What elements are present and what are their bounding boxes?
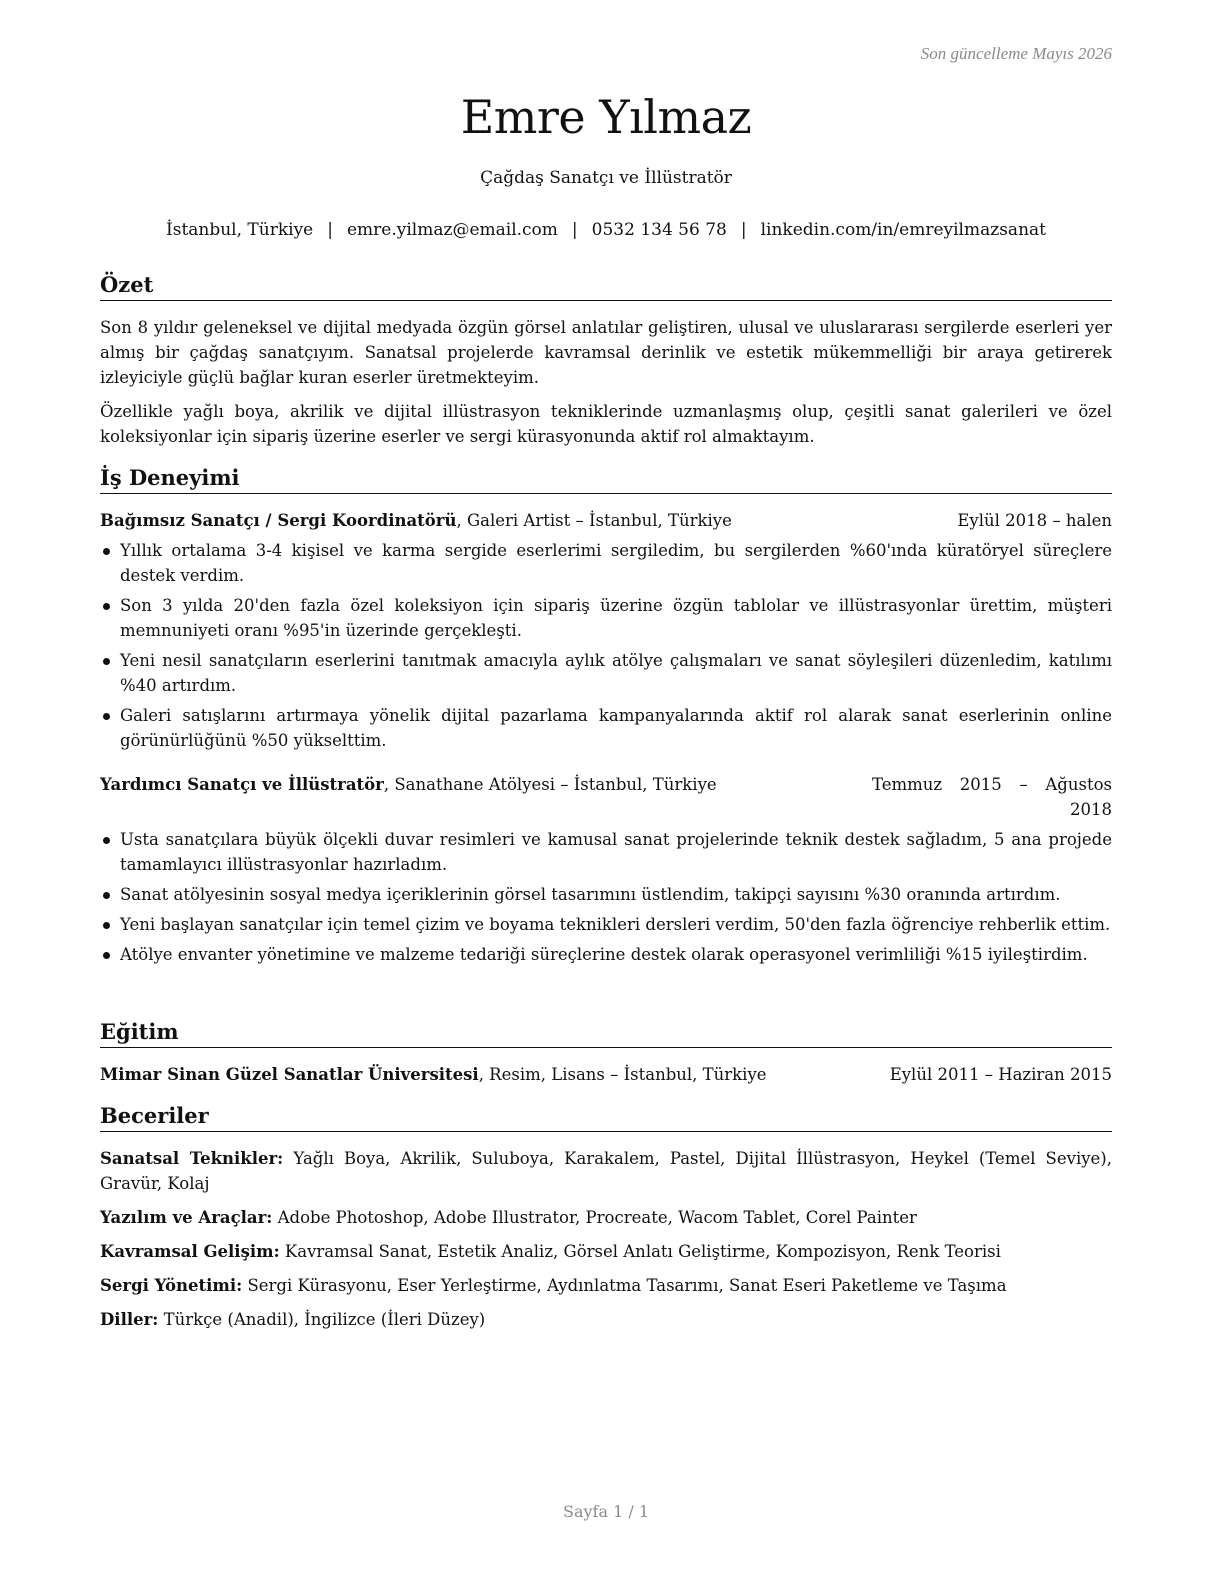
resume-page: [100, 0, 1112, 1584]
contact-phone: 0532 134 56 78: [591, 220, 727, 240]
skill-value: Kavramsal Sanat, Estetik Analiz, Görsel Anlatı Geliştirme, Kompozisyon, Renk Teorisi: [279, 1242, 1001, 1261]
person-name: Emre Yılmaz: [460, 90, 752, 144]
list-item: [100, 912, 1112, 937]
contact-separator: |: [327, 220, 333, 240]
contact-location: İstanbul, Türkiye: [166, 220, 314, 240]
contact-line: [100, 220, 1112, 240]
bullet-icon: [103, 658, 110, 665]
skills-heading: Beceriler: [100, 1103, 1112, 1132]
bullet-icon: [103, 892, 110, 899]
skills-section: [100, 1103, 1112, 1341]
skill-label: Sanatsal Teknikler:: [100, 1149, 284, 1168]
education-dates: Eylül 2011 – Haziran 2015: [889, 1065, 1112, 1084]
bullet-icon: [103, 548, 110, 555]
bullet-text: Usta sanatçılara büyük ölçekli duvar resimleri ve kamusal sanat projelerinde teknik destek sağladım, 5 ana projede tamamlayıcı illüstrasyonlar hazırladım.: [120, 830, 1112, 874]
job-org: , Sanathane Atölyesi – İstanbul, Türkiye: [383, 775, 717, 794]
list-item: [100, 827, 1112, 877]
contact-email[interactable]: emre.yilmaz@email.com: [346, 220, 558, 240]
school-name: Mimar Sinan Güzel Sanatlar Üniversitesi: [100, 1065, 479, 1084]
list-item: [100, 538, 1112, 588]
job-header: [100, 508, 1112, 533]
last-updated: Son güncelleme Mayıs 2026: [920, 44, 1112, 63]
bullet-icon: [103, 713, 110, 720]
bullet-icon: [103, 952, 110, 959]
skill-value: Yağlı Boya, Akrilik, Suluboya, Karakalem, Pastel, Dijital İllüstrasyon, Heykel (Temel Seviye), Gravür, Kolaj: [100, 1149, 1112, 1193]
page-number: Sayfa 1 / 1: [562, 1502, 649, 1521]
job-bullets: [100, 538, 1112, 753]
list-item: [100, 648, 1112, 698]
skill-row: [100, 1273, 1112, 1298]
job-header: [100, 772, 1112, 822]
bullet-text: Sanat atölyesinin sosyal medya içeriklerinin görsel tasarımını üstlendim, takipçi sayısını %30 oranında artırdım.: [120, 885, 1061, 904]
list-item: [100, 703, 1112, 753]
skill-row: [100, 1205, 1112, 1230]
degree-detail: , Resim, Lisans – İstanbul, Türkiye: [478, 1065, 767, 1084]
education-title-line: [100, 1062, 767, 1087]
bullet-icon: [103, 922, 110, 929]
job-title-line: [100, 508, 732, 533]
summary-heading: Özet: [100, 272, 1112, 301]
skill-value: Türkçe (Anadil), İngilizce (İleri Düzey): [158, 1310, 486, 1329]
summary-paragraph: Son 8 yıldır geleneksel ve dijital medyada özgün görsel anlatılar geliştiren, ulusal ve uluslararası sergilerde eserleri yer almış bir çağdaş sanatçıyım. Sanatsal projelerde kavramsal derinlik ve estetik mükemmelliği bir araya getirerek izleyiciyle güçlü bağlar kuran eserler üretmekteyim.: [100, 318, 1112, 387]
skill-value: Sergi Kürasyonu, Eser Yerleştirme, Aydınlatma Tasarımı, Sanat Eseri Paketleme ve Taşıma: [242, 1276, 1007, 1295]
experience-heading: İş Deneyimi: [100, 465, 1112, 494]
bullet-text: Galeri satışlarını artırmaya yönelik dijital pazarlama kampanyalarında aktif rol alarak sanat eserlerinin online görünürlüğünü %50 yükselttim.: [120, 706, 1112, 750]
summary-paragraph: Özellikle yağlı boya, akrilik ve dijital illüstrasyon tekniklerinde uzmanlaşmış olup, çeşitli sanat galerileri ve özel koleksiyonlar için sipariş üzerine eserler ve sergi kürasyonunda aktif rol almaktayım.: [100, 402, 1112, 446]
bullet-icon: [103, 603, 110, 610]
list-item: [100, 593, 1112, 643]
job-role: Yardımcı Sanatçı ve İllüstratör: [100, 775, 384, 794]
job-entry: [100, 772, 1112, 967]
bullet-text: Yeni nesil sanatçıların eserlerini tanıtmak amacıyla aylık atölye çalışmaları ve sanat söyleşileri düzenledim, katılımı %40 artırdım.: [120, 651, 1112, 695]
experience-section: [100, 465, 1112, 972]
skill-label: Diller:: [100, 1310, 159, 1329]
contact-separator: |: [740, 220, 747, 240]
job-title: Çağdaş Sanatçı ve İllüstratör: [480, 168, 732, 188]
job-entry: [100, 508, 1112, 753]
skills-list: [100, 1146, 1112, 1332]
skill-label: Yazılım ve Araçlar:: [100, 1208, 273, 1227]
bullet-text: Son 3 yılda 20'den fazla özel koleksiyon için sipariş üzerine özgün tablolar ve illüstrasyonlar ürettim, müşteri memnuniyeti oranı %95'in üzerinde gerçekleşti.: [120, 596, 1112, 640]
contact-separator: |: [571, 220, 578, 240]
skill-row: [100, 1307, 1112, 1332]
bullet-text: Atölye envanter yönetimine ve malzeme tedariği süreçlerine destek olarak operasyonel verimliliği %15 iyileştirdim.: [120, 945, 1088, 964]
bullet-text: Yeni başlayan sanatçılar için temel çizim ve boyama teknikleri dersleri verdim, 50'den fazla öğrenciye rehberlik ettim.: [120, 915, 1111, 934]
job-dates: Temmuz 2015 – Ağustos 2018: [872, 775, 1112, 819]
job-bullets: [100, 827, 1112, 967]
list-item: [100, 882, 1112, 907]
job-org: , Galeri Artist – İstanbul, Türkiye: [456, 511, 732, 530]
job-role: Bağımsız Sanatçı / Sergi Koordinatörü: [100, 511, 457, 530]
list-item: [100, 942, 1112, 967]
skill-value: Adobe Photoshop, Adobe Illustrator, Procreate, Wacom Tablet, Corel Painter: [272, 1208, 917, 1227]
skill-row: [100, 1146, 1112, 1196]
skill-label: Sergi Yönetimi:: [100, 1276, 243, 1295]
skill-label: Kavramsal Gelişim:: [100, 1242, 280, 1261]
skill-row: [100, 1239, 1112, 1264]
contact-linkedin[interactable]: linkedin.com/in/emreyilmazsanat: [760, 220, 1046, 240]
education-entry: [100, 1062, 1112, 1087]
bullet-icon: [103, 837, 110, 844]
education-heading: Eğitim: [100, 1019, 1112, 1048]
summary-section: [100, 272, 1112, 449]
bullet-text: Yıllık ortalama 3-4 kişisel ve karma sergide eserlerimi sergiledim, bu sergilerden %60'ında küratöryel süreçlere destek verdim.: [120, 541, 1112, 585]
job-title-line: [100, 772, 717, 797]
education-section: [100, 1019, 1112, 1087]
job-dates: Eylül 2018 – halen: [957, 511, 1112, 530]
